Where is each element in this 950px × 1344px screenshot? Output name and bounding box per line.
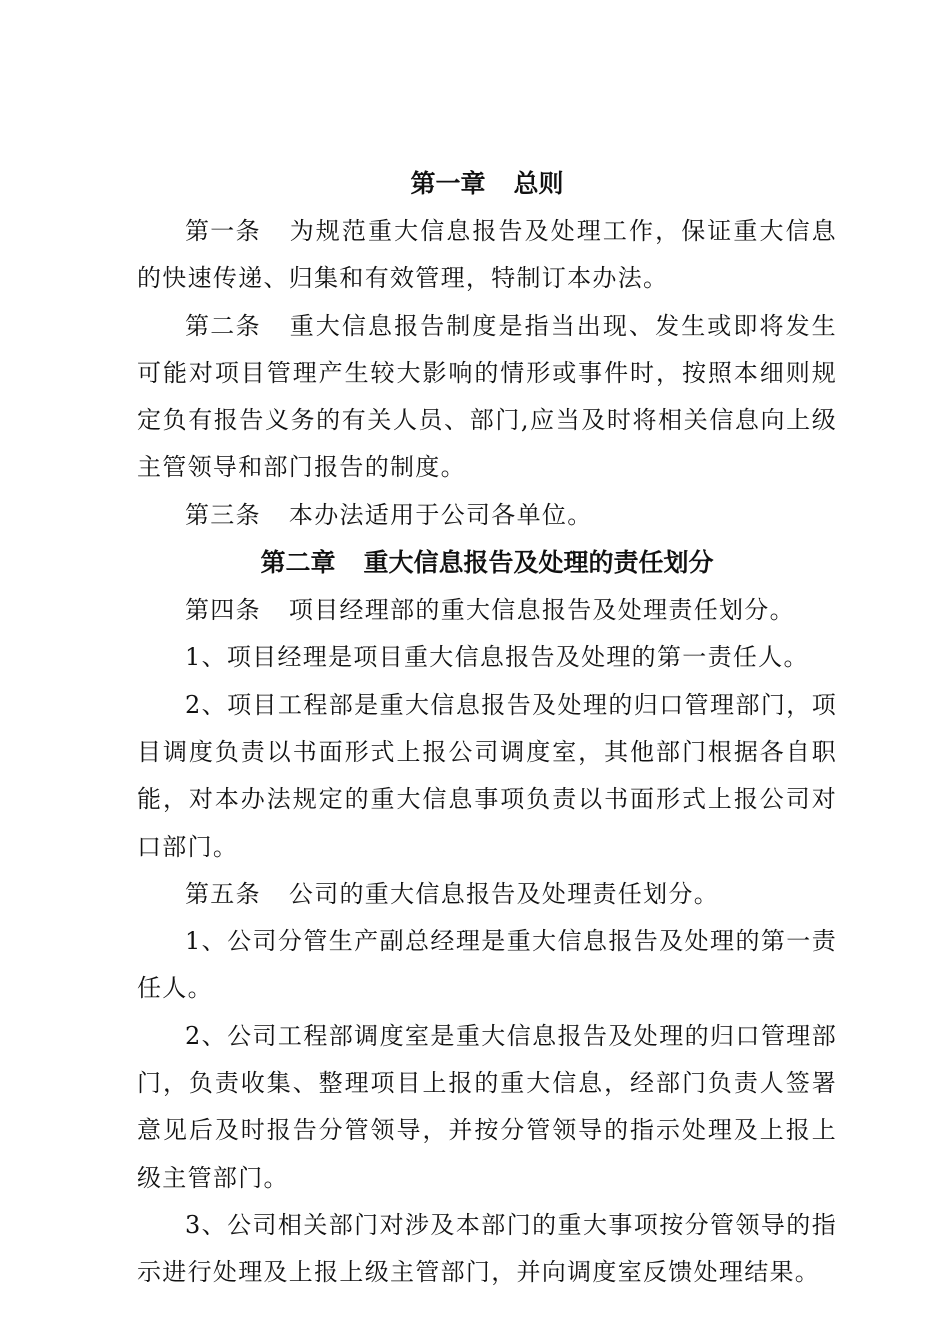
article-5-text: 公司的重大信息报告及处理责任划分。 xyxy=(288,879,720,908)
article-4-text: 项目经理部的重大信息报告及处理责任划分。 xyxy=(288,596,795,625)
article-4-label: 第四条 xyxy=(185,596,261,625)
chapter-1-heading xyxy=(137,160,837,208)
chapter-1-number: 第一章 xyxy=(410,169,486,198)
article-5-item: 3、公司相关部门对涉及本部门的重大事项按分管领导的指示进行处理及上报上级主管部门，并向调度室反馈处理结果。 xyxy=(137,1210,837,1287)
article-2-label: 第二条 xyxy=(185,311,261,340)
article-2 xyxy=(137,303,837,492)
article-5 xyxy=(137,871,837,918)
article-4 xyxy=(137,587,837,634)
article-3-label: 第三条 xyxy=(185,500,261,529)
chapter-2-title: 重大信息报告及处理的责任划分 xyxy=(363,548,714,578)
document-page xyxy=(137,160,837,1297)
article-5-item: 2、公司工程部调度室是重大信息报告及处理的归口管理部门，负责收集、整理项目上报的重大信息，经部门负责人签署意见后及时报告分管领导，并按分管领导的指示处理及上报上级主管部门。 xyxy=(137,1021,837,1192)
article-2-text: 重大信息报告制度是指当出现、发生或即将发生可能对项目管理产生较大影响的情形或事件时，按照本细则规定负有报告义务的有关人员、部门,应当及时将相关信息向上级主管领导和部门报告的制度。 xyxy=(137,311,837,482)
article-1-text: 为规范重大信息报告及处理工作，保证重大信息的快速传递、归集和有效管理，特制订本办法。 xyxy=(137,217,837,293)
article-5-label: 第五条 xyxy=(185,879,261,908)
article-1-label: 第一条 xyxy=(185,217,261,245)
article-4-item: 2、项目工程部是重大信息报告及处理的归口管理部门，项目调度负责以书面形式上报公司调度室，其他部门根据各自职能，对本办法规定的重大信息事项负责以书面形式上报公司对口部门。 xyxy=(137,690,837,861)
chapter-1-title: 总则 xyxy=(513,169,564,198)
chapter-2-heading xyxy=(137,539,837,587)
article-1 xyxy=(137,208,837,303)
article-4-item: 1、项目经理是项目重大信息报告及处理的第一责任人。 xyxy=(185,643,809,672)
chapter-2-number: 第二章 xyxy=(260,548,336,578)
article-5-item: 1、公司分管生产副总经理是重大信息报告及处理的第一责任人。 xyxy=(137,927,837,1003)
article-3-text: 本办法适用于公司各单位。 xyxy=(288,500,593,529)
article-3 xyxy=(137,492,837,539)
